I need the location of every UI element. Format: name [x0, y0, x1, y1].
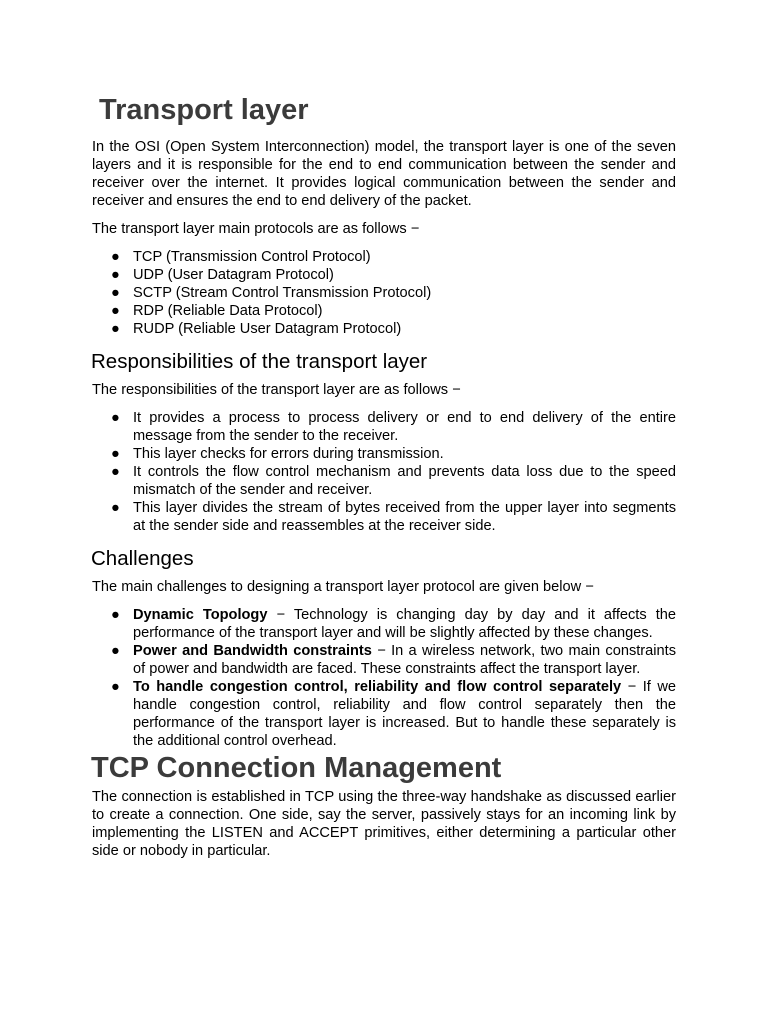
bullet-icon: ●: [111, 267, 120, 283]
bullet-icon: ●: [111, 643, 120, 659]
list-item: ● SCTP (Stream Control Transmission Protocol): [111, 285, 432, 301]
bullet-icon: ●: [111, 285, 120, 301]
intro-paragraph: In the OSI (Open System Interconnection) model, the transport layer is one of the seven layers and it is responsible for the end to end communication between the sender and receiver over the internet. It provides logical communication between the sender and receiver and ensures the end to end delivery of the packet.: [92, 139, 676, 209]
list-item: ● To handle congestion control, reliability and flow control separately − If we handle congestion control, reliability and flow control separately then the performance of the transport layer is increased. But to handle these separately is the additional control overhead.: [111, 679, 677, 749]
list-item: ● RDP (Reliable Data Protocol): [111, 303, 323, 319]
list-item: ● This layer divides the stream of bytes received from the upper layer into segments at the sender side and reassembles at the receiver side.: [111, 500, 676, 534]
bullet-icon: ●: [111, 464, 120, 480]
list-item: ● This layer checks for errors during transmission.: [111, 446, 444, 462]
protocols-intro: The transport layer main protocols are as follows −: [92, 221, 420, 237]
protocol-list: [92, 248, 676, 338]
page-title: Transport layer: [99, 94, 309, 126]
challenge-term: To handle congestion control, reliability and flow control separately: [133, 679, 622, 695]
bullet-icon: ●: [111, 321, 120, 337]
responsibilities-intro: The responsibilities of the transport layer are as follows −: [92, 382, 461, 398]
challenges-list: [92, 606, 676, 750]
list-item: ● UDP (User Datagram Protocol): [111, 267, 334, 283]
bullet-icon: ●: [111, 410, 120, 426]
list-item: ● RUDP (Reliable User Datagram Protocol): [111, 321, 402, 337]
bullet-icon: ●: [111, 607, 120, 623]
bullet-icon: ●: [111, 303, 120, 319]
bullet-icon: ●: [111, 679, 120, 695]
document-page: [92, 90, 676, 870]
bullet-icon: ●: [111, 249, 120, 265]
list-item: ● It controls the flow control mechanism and prevents data loss due to the speed mismatch of the sender and receiver.: [111, 464, 676, 498]
list-item: ● Power and Bandwidth constraints − In a wireless network, two main constraints of power and bandwidth are faced. These constraints affect the transport layer.: [111, 643, 676, 677]
list-item: ● Dynamic Topology − Technology is changing day by day and it affects the performance of the transport layer and will be slightly affected by these changes.: [111, 607, 676, 641]
responsibilities-list: [92, 409, 676, 535]
challenge-term: Dynamic Topology: [133, 607, 268, 623]
tcp-paragraph: The connection is established in TCP using the three-way handshake as discussed earlier to create a connection. One side, say the server, passively stays for an incoming link by implementing the LISTEN and ACCEPT primitives, either determining a particular other side or nobody in particular.: [92, 789, 676, 859]
tcp-heading: TCP Connection Management: [91, 752, 502, 784]
responsibilities-heading: Responsibilities of the transport layer: [91, 350, 428, 373]
bullet-icon: ●: [111, 446, 120, 462]
challenge-term: Power and Bandwidth constraints: [133, 643, 372, 659]
list-item: ● TCP (Transmission Control Protocol): [111, 249, 371, 265]
list-item: ● It provides a process to process delivery or end to end delivery of the entire message from the sender to the receiver.: [111, 410, 676, 444]
bullet-icon: ●: [111, 500, 120, 516]
challenges-heading: Challenges: [91, 547, 194, 570]
challenges-intro: The main challenges to designing a transport layer protocol are given below −: [92, 579, 594, 595]
